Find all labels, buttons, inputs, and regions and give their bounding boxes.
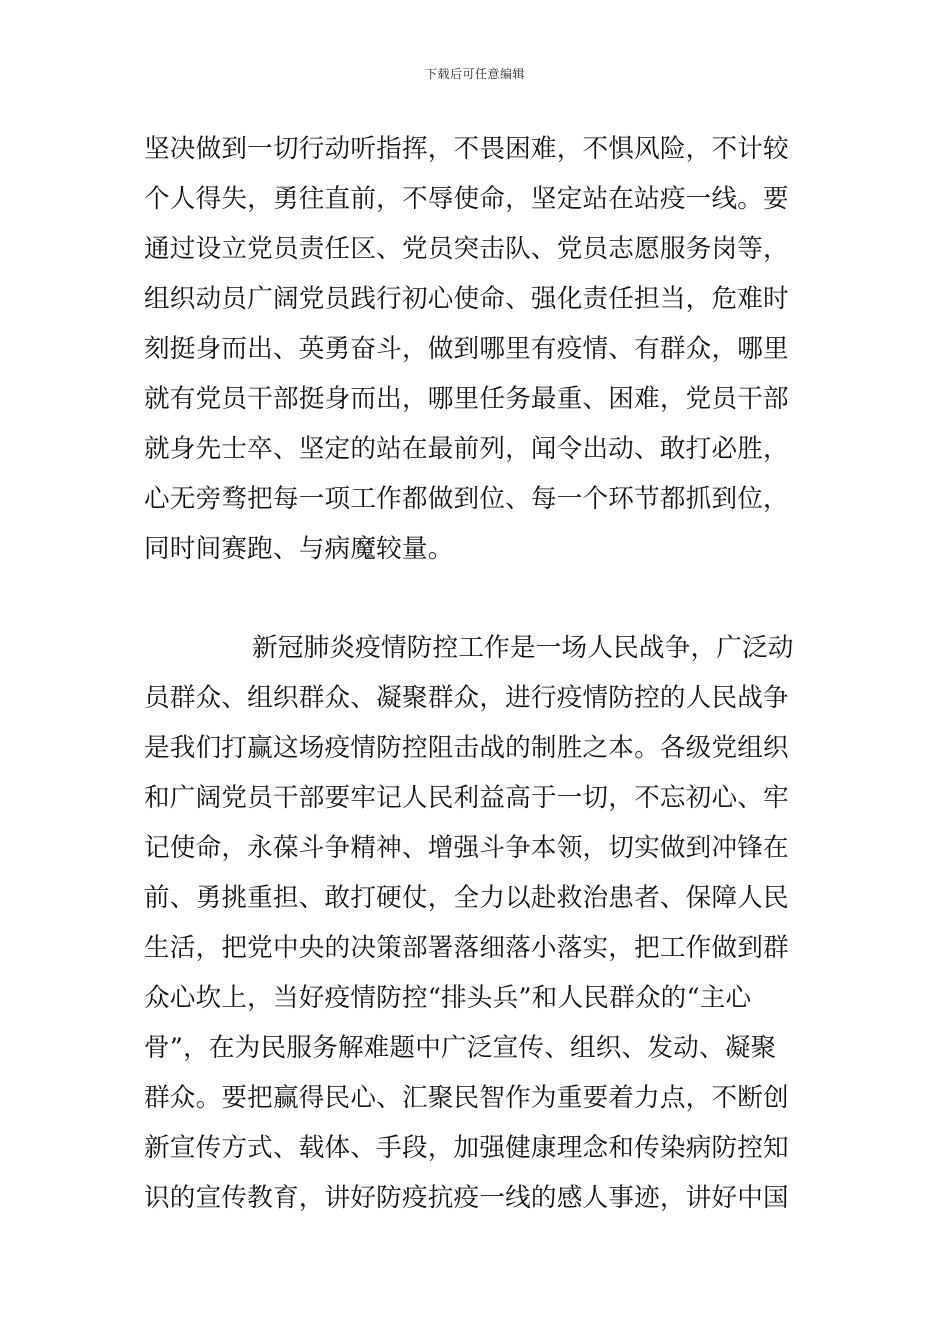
text-line: 新宣传方式、载体、手段，加强健康理念和传染病防控知 <box>144 1133 789 1163</box>
text-line: 是我们打赢这场疫情防控阻击战的制胜之本。各级党组织 <box>144 733 789 763</box>
text-line: 记使命，永葆斗争精神、增强斗争本领，切实做到冲锋在 <box>144 833 789 863</box>
text-line: 就有党员干部挺身而出，哪里任务最重、困难，党员干部 <box>144 384 789 414</box>
text-line-indented: 新冠肺炎疫情防控工作是一场人民战争，广泛动 <box>252 633 794 663</box>
text-line: 群众。要把赢得民心、汇聚民智作为重要着力点，不断创 <box>144 1083 789 1113</box>
text-line: 众心坎上，当好疫情防控“排头兵”和人民群众的“主心 <box>144 983 752 1013</box>
text-line: 员群众、组织群众、凝聚群众，进行疫情防控的人民战争 <box>144 683 789 713</box>
text-line: 和广阔党员干部要牢记人民利益高于一切，不忘初心、牢 <box>144 783 789 813</box>
text-line: 同时间赛跑、与病魔较量。 <box>144 534 454 564</box>
text-line: 生活，把党中央的决策部署落细落小落实，把工作做到群 <box>144 933 789 963</box>
text-line: 坚决做到一切行动听指挥，不畏困难，不惧风险，不计较 <box>144 134 789 164</box>
text-line: 个人得失，勇往直前，不辱使命，坚定站在站疫一线。要 <box>144 184 789 214</box>
text-line: 刻挺身而出、英勇奋斗，做到哪里有疫情、有群众，哪里 <box>144 334 789 364</box>
text-line: 前、勇挑重担、敢打硬仗，全力以赴救治患者、保障人民 <box>144 883 789 913</box>
header-note: 下载后可任意编辑 <box>424 67 525 81</box>
paragraph-2 <box>144 631 814 1231</box>
text-line: 组织动员广阔党员践行初心使命、强化责任担当，危难时 <box>144 284 789 314</box>
text-line: 骨”，在为民服务解难题中广泛宣传、组织、发动、凝聚 <box>144 1033 777 1063</box>
text-line: 心无旁骛把每一项工作都做到位、每一个环节都抓到位， <box>144 484 789 514</box>
paragraph-1 <box>144 132 814 582</box>
text-line: 识的宣传教育，讲好防疫抗疫一线的感人事迹，讲好中国 <box>144 1183 789 1213</box>
text-line: 就身先士卒、坚定的站在最前列，闻令出动、敢打必胜， <box>144 434 789 464</box>
text-line: 通过设立党员责任区、党员突击队、党员志愿服务岗等， <box>144 234 789 264</box>
